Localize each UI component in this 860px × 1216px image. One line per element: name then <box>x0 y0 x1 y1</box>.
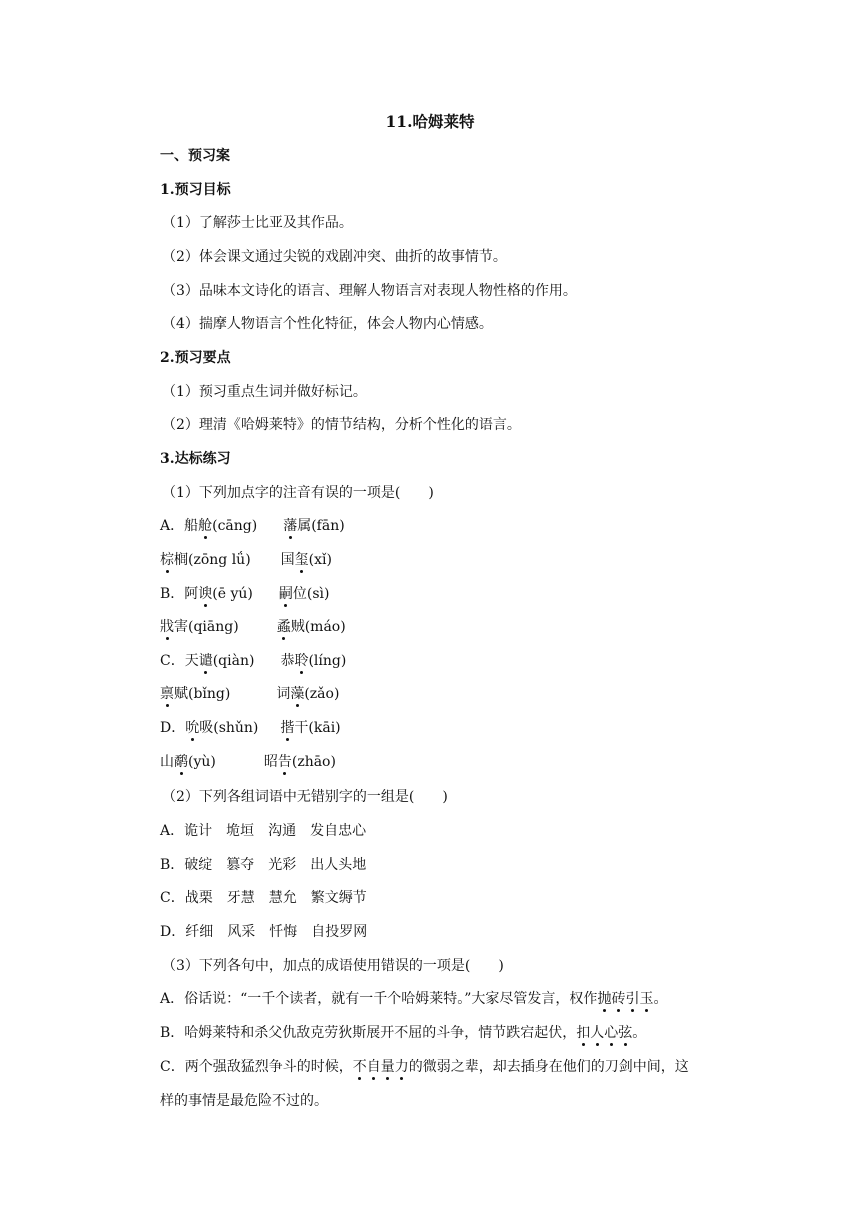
practice-heading: 3.达标练习 <box>160 451 231 467</box>
goal-item: （3）品味本文诗化的语言、理解人物语言对表现人物性格的作用。 <box>162 283 577 299</box>
q3-option-a: A．俗话说：“一千个读者，就有一千个哈姆莱特。”大家尽管发言，权作抛砖引玉。 <box>160 991 668 1007</box>
goal-item: （4）揣摩人物语言个性化特征，体会人物内心情感。 <box>162 316 493 332</box>
q3-option-b: B．哈姆莱特和杀父仇敌克劳狄斯展开不屈的斗争，情节跌宕起伏，扣人心弦。 <box>160 1025 647 1041</box>
goal-item: （2）体会课文通过尖锐的戏剧冲突、曲折的故事情节。 <box>162 249 507 265</box>
q1-option-c-line1: C．天谴(qiàn) 恭聆(líng) <box>160 653 347 669</box>
q3-option-c: C．两个强敌猛烈争斗的时候，不自量力的微弱之辈，却去插身在他们的刀剑中间，这 <box>160 1059 689 1075</box>
point-item: （1）预习重点生词并做好标记。 <box>162 384 367 400</box>
question-2-stem: （2）下列各组词语中无错别字的一组是( ) <box>162 789 448 805</box>
q1-option-a-line2: 棕榈(zōng lǘ) 国玺(xǐ) <box>160 552 332 568</box>
q2-option: C．战栗 牙慧 慧允 繁文缛节 <box>160 890 367 906</box>
q3-option-c-continued: 样的事情是最危险不过的。 <box>160 1093 328 1109</box>
q1-option-d-line2: 山鹬(yù) 昭告(zhāo) <box>160 754 336 770</box>
q1-option-d-line1: D．吮吸(shǔn) 揩干(kāi) <box>160 720 341 736</box>
question-1-stem: （1）下列加点字的注音有误的一项是( ) <box>162 485 434 501</box>
q2-option: A．诡计 垝垣 沟通 发自忠心 <box>160 823 367 839</box>
point-item: （2）理清《哈姆莱特》的情节结构，分析个性化的语言。 <box>162 417 521 433</box>
q1-option-b-line1: B．阿谀(ē yú) 嗣位(sì) <box>160 586 330 602</box>
question-3-stem: （3）下列各句中，加点的成语使用错误的一项是( ) <box>162 958 504 974</box>
page-title: 11.哈姆莱特 <box>385 112 475 131</box>
q1-option-a-line1: A．船舱(cāng) 藩属(fān) <box>160 518 345 534</box>
q1-option-b-line2: 戕害(qiāng) 蟊贼(máo) <box>160 619 346 635</box>
goal-item: （1）了解莎士比亚及其作品。 <box>162 215 353 231</box>
q2-option: B．破绽 篡夺 光彩 出人头地 <box>160 857 367 873</box>
points-heading: 2.预习要点 <box>160 350 231 366</box>
q1-option-c-line2: 禀赋(bǐng) 词藻(zǎo) <box>160 686 340 702</box>
goals-heading: 1.预习目标 <box>160 182 231 198</box>
q2-option: D．纤细 风采 忏悔 自投罗网 <box>160 924 368 940</box>
section-heading-preview: 一、预习案 <box>160 148 230 164</box>
